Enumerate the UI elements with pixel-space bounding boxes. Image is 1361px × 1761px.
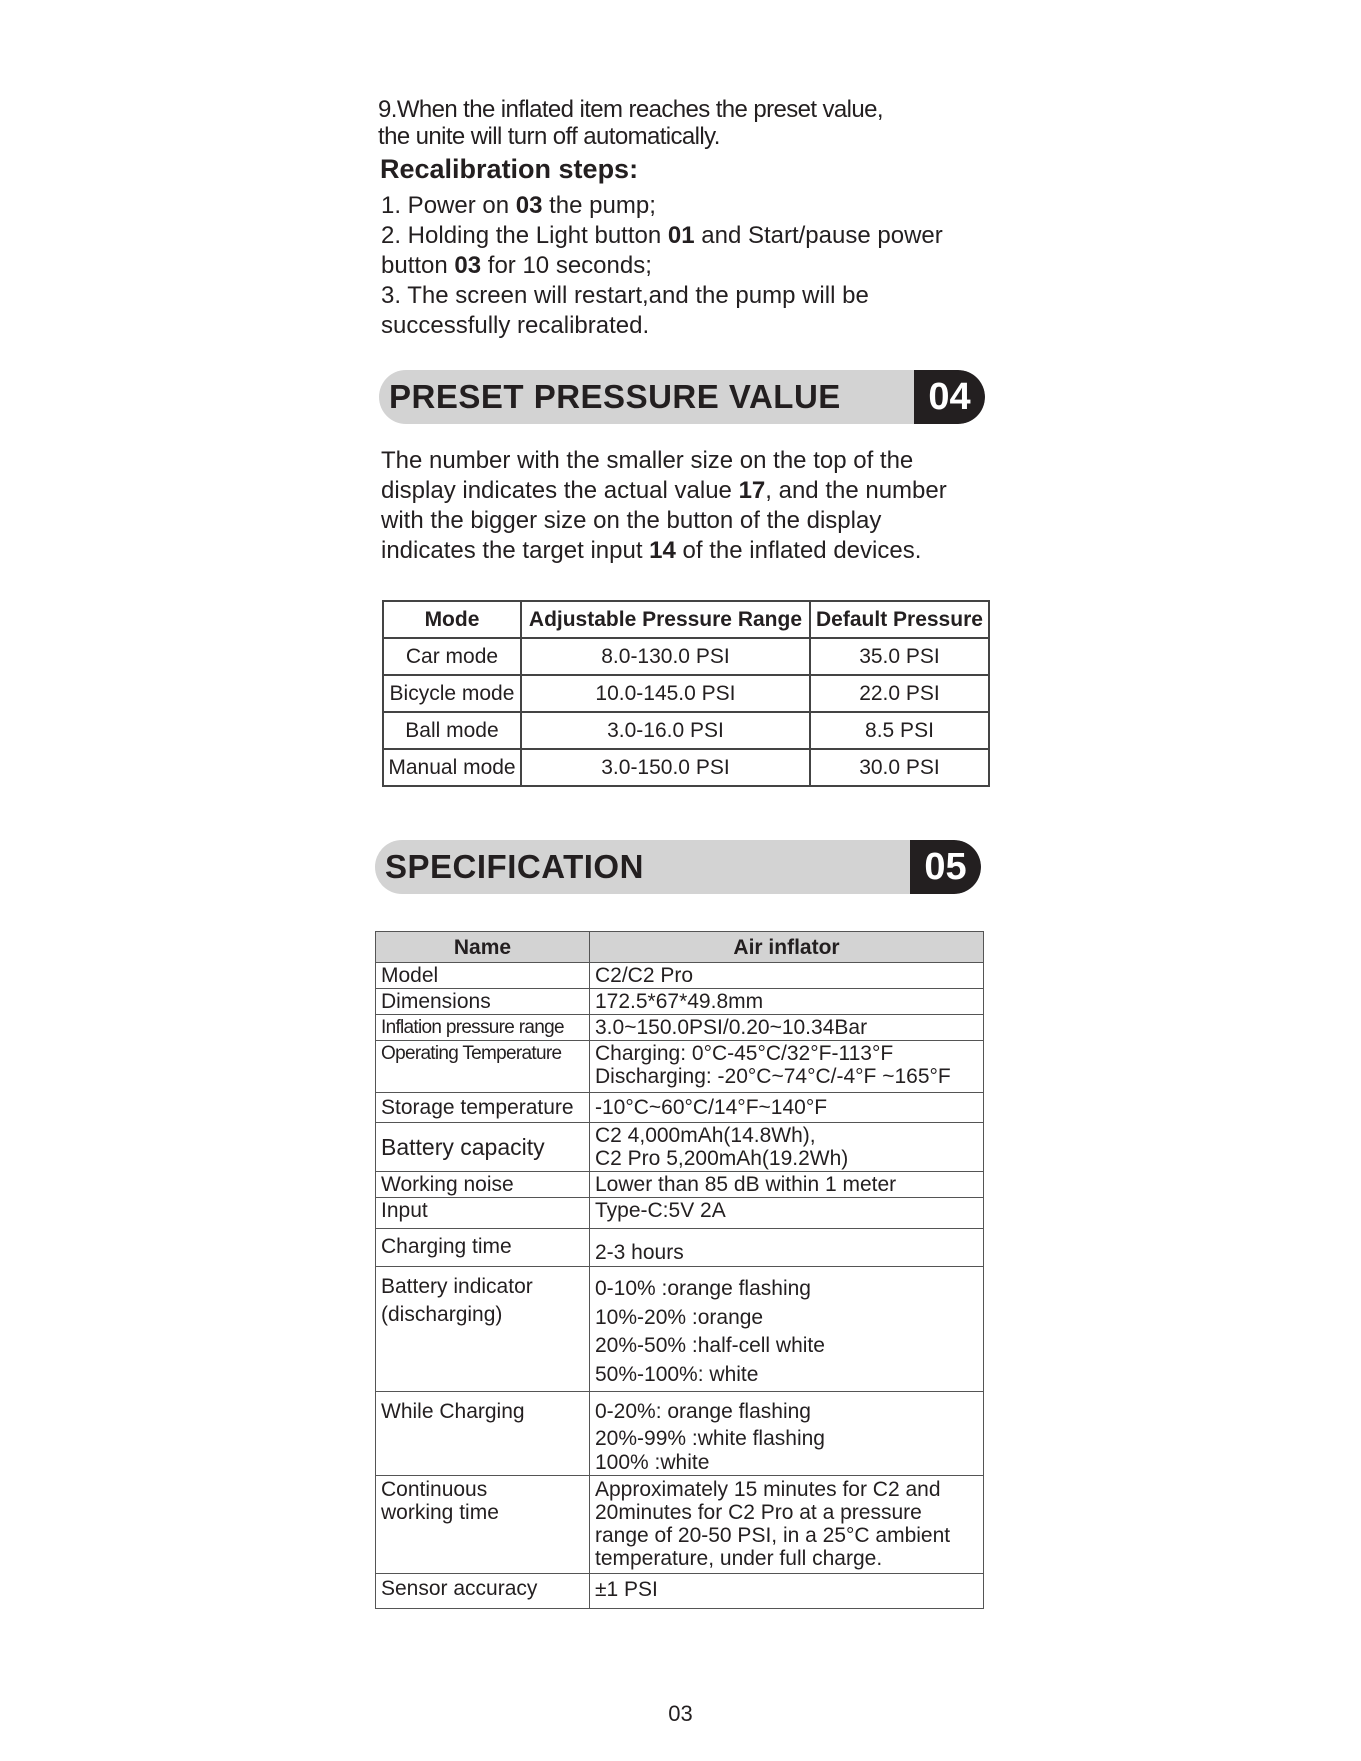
value-line: range of 20-50 PSI, in a 25°C ambient: [595, 1524, 951, 1547]
section-banner-specification: [375, 840, 981, 894]
table-row: [383, 638, 989, 675]
spec-value: Lower than 85 dB within 1 meter: [590, 1172, 984, 1198]
step-text: for 10 seconds;: [481, 252, 652, 279]
specification-table: [375, 931, 984, 1609]
intro-text: [378, 96, 998, 150]
table-header: Name: [376, 932, 590, 963]
table-header: Adjustable Pressure Range: [521, 601, 810, 638]
table-cell: 30.0 PSI: [810, 749, 989, 786]
table-row: [376, 1172, 984, 1198]
table-row: [376, 963, 984, 989]
step-button-number: 03: [454, 252, 482, 279]
spec-value: [590, 1267, 984, 1392]
table-cell: Manual mode: [383, 749, 521, 786]
spec-value: [590, 1123, 984, 1172]
table-row: [376, 1267, 984, 1392]
spec-name: Sensor accuracy: [376, 1574, 590, 1609]
table-cell: 3.0-150.0 PSI: [521, 749, 810, 786]
description-line: The number with the smaller size on the top of the: [381, 447, 914, 474]
table-row: [376, 1198, 984, 1229]
recalibration-title: Recalibration steps:: [380, 154, 639, 184]
spec-name: Model: [376, 963, 590, 989]
value-line: 20%-99% :white flashing: [595, 1427, 825, 1450]
text: display indicates the actual value: [381, 477, 739, 504]
step-text: 2. Holding the Light button: [381, 222, 668, 249]
spec-name: [376, 1267, 590, 1392]
table-cell: 8.0-130.0 PSI: [521, 638, 810, 675]
name-line: Battery indicator: [381, 1275, 533, 1298]
step-2-cont: [381, 251, 943, 281]
section-title: PRESET PRESSURE VALUE: [389, 378, 841, 415]
step-2: [381, 221, 943, 251]
spec-value: ±1 PSI: [590, 1574, 984, 1609]
table-row: [376, 1093, 984, 1123]
spec-value: 172.5*67*49.8mm: [590, 989, 984, 1015]
spec-name: [376, 1476, 590, 1574]
name-line: working time: [381, 1501, 499, 1524]
step-text: and Start/pause power: [694, 222, 943, 249]
table-row: [376, 1574, 984, 1609]
spec-value: -10°C~60°C/14°F~140°F: [590, 1093, 984, 1123]
table-header: Mode: [383, 601, 521, 638]
value-line: C2 4,000mAh(14.8Wh),: [595, 1124, 816, 1147]
value-line: Discharging: -20°C~74°C/-4°F ~165°F: [595, 1065, 951, 1088]
name-line: (discharging): [381, 1303, 503, 1326]
section-title: SPECIFICATION: [385, 848, 644, 885]
table-cell: 10.0-145.0 PSI: [521, 675, 810, 712]
spec-name: Operating Temperature: [376, 1041, 590, 1093]
spec-value: 2-3 hours: [590, 1229, 984, 1267]
table-row: [376, 1229, 984, 1267]
spec-name: Storage temperature: [376, 1093, 590, 1123]
table-header: Default Pressure: [810, 601, 989, 638]
value-line: 0-10% :orange flashing: [595, 1277, 811, 1300]
table-row: [383, 749, 989, 786]
spec-name: Input: [376, 1198, 590, 1229]
section-banner-preset: [379, 370, 985, 424]
spec-name: Inflation pressure range: [376, 1015, 590, 1041]
spec-name: Working noise: [376, 1172, 590, 1198]
bold-number: 14: [649, 537, 676, 564]
preset-description: [381, 446, 947, 566]
intro-line: 9.When the inflated item reaches the preset value,: [378, 96, 883, 123]
step-3-cont: successfully recalibrated.: [381, 312, 650, 339]
spec-value: [590, 1476, 984, 1574]
spec-name: Battery capacity: [376, 1123, 590, 1172]
recalibration-steps: [381, 191, 943, 341]
step-text: the pump;: [542, 192, 656, 219]
table-header-row: [376, 932, 984, 963]
value-line: C2 Pro 5,200mAh(19.2Wh): [595, 1147, 849, 1170]
text: of the inflated devices.: [675, 537, 922, 564]
spec-name: Dimensions: [376, 989, 590, 1015]
spec-value: [590, 1392, 984, 1476]
step-3: 3. The screen will restart,and the pump will be: [381, 282, 869, 309]
description-line: [381, 536, 947, 566]
page-number: 03: [668, 1701, 693, 1726]
value-line: 0-20%: orange flashing: [595, 1400, 811, 1423]
spec-value: Type-C:5V 2A: [590, 1198, 984, 1229]
table-header: Air inflator: [590, 932, 984, 963]
name-line: Continuous: [381, 1478, 488, 1501]
value-line: 20minutes for C2 Pro at a pressure: [595, 1501, 922, 1524]
value-line: 10%-20% :orange: [595, 1305, 764, 1329]
table-row: [376, 989, 984, 1015]
table-row: [376, 1015, 984, 1041]
spec-value: 3.0~150.0PSI/0.20~10.34Bar: [590, 1015, 984, 1041]
table-cell: 22.0 PSI: [810, 675, 989, 712]
step-button-number: 03: [515, 192, 543, 219]
table-cell: 8.5 PSI: [810, 712, 989, 749]
value-line: 50%-100%: white: [595, 1362, 759, 1386]
value-line: Charging: 0°C-45°C/32°F-113°F: [595, 1042, 894, 1065]
spec-value: C2/C2 Pro: [590, 963, 984, 989]
table-cell: Bicycle mode: [383, 675, 521, 712]
table-row: [376, 1041, 984, 1093]
value-line: Approximately 15 minutes for C2 and: [595, 1478, 941, 1501]
spec-value: [590, 1041, 984, 1093]
section-number: 05: [910, 840, 981, 894]
table-row: [376, 1476, 984, 1574]
table-cell: Ball mode: [383, 712, 521, 749]
bold-number: 17: [738, 477, 766, 504]
step-button-number: 01: [667, 222, 695, 249]
table-cell: 35.0 PSI: [810, 638, 989, 675]
step-text: 1. Power on: [381, 192, 516, 219]
step-1: [381, 191, 943, 221]
spec-name: Charging time: [376, 1229, 590, 1267]
table-row: [383, 712, 989, 749]
value-line: temperature, under full charge.: [595, 1547, 883, 1570]
value-line: 20%-50% :half-cell white: [595, 1334, 825, 1357]
description-line: [381, 476, 947, 506]
table-cell: 3.0-16.0 PSI: [521, 712, 810, 749]
step-text: button: [381, 252, 455, 279]
intro-line: the unite will turn off automatically.: [378, 123, 720, 150]
table-row: [376, 1392, 984, 1476]
table-row: [376, 1123, 984, 1172]
table-cell: Car mode: [383, 638, 521, 675]
description-line: with the bigger size on the button of the display: [381, 507, 882, 534]
spec-name: While Charging: [376, 1392, 590, 1476]
section-number: 04: [914, 370, 985, 424]
table-header-row: [383, 601, 989, 638]
table-row: [383, 675, 989, 712]
text: , and the number: [765, 477, 947, 504]
text: indicates the target input: [381, 537, 650, 564]
pressure-table: [382, 600, 990, 787]
value-line: 100% :white: [595, 1451, 710, 1474]
